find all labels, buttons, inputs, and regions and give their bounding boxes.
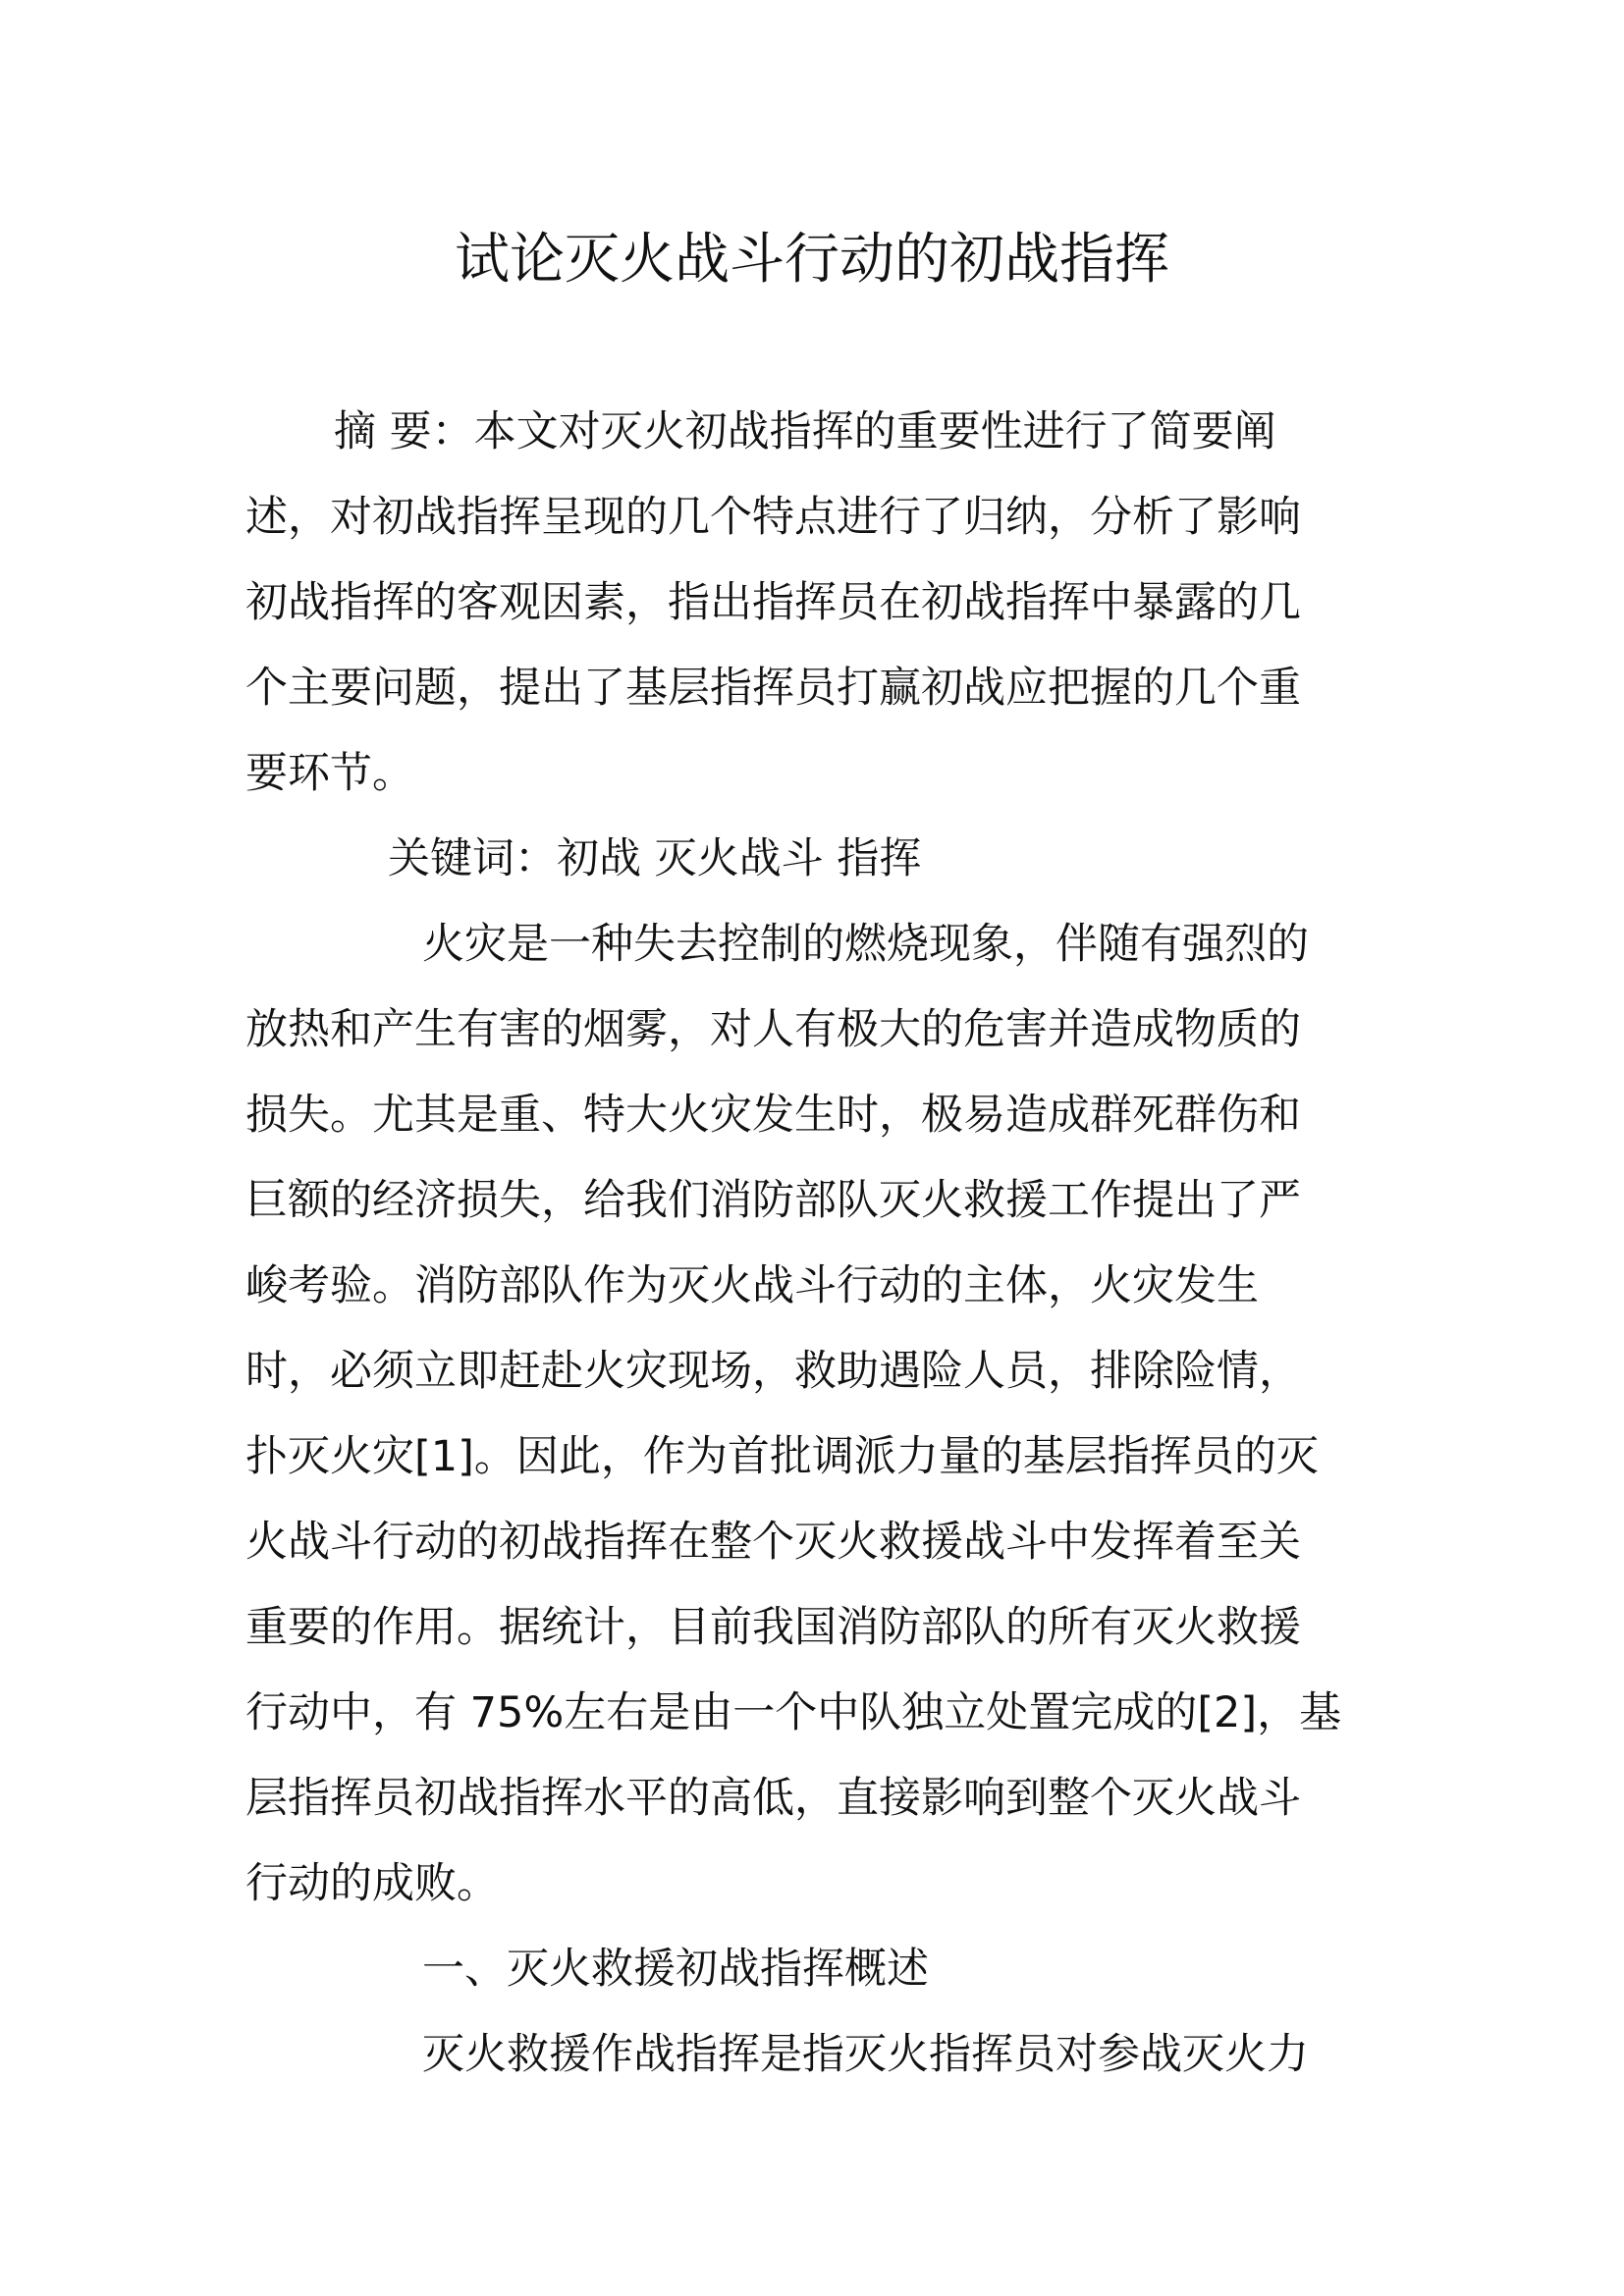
abstract-line: 摘 要：本文对灭火初战指挥的重要性进行了简要阐 (334, 407, 1276, 456)
body-line: 火战斗行动的初战指挥在整个灭火救援战斗中发挥着至关 (245, 1518, 1301, 1567)
abstract-line: 述，对初战指挥呈现的几个特点进行了归纳，分析了影响 (245, 493, 1301, 542)
section-first-line: 灭火救援作战指挥是指灭火指挥员对参战灭火力 (422, 2030, 1309, 2079)
body-line: 放热和产生有害的烟雾，对人有极大的危害并造成物质的 (245, 1005, 1301, 1054)
abstract-line: 初战指挥的客观因素，指出指挥员在初战指挥中暴露的几 (245, 578, 1301, 627)
body-line: 巨额的经济损失，给我们消防部队灭火救援工作提出了严 (245, 1176, 1301, 1225)
body-line: 时，必须立即赶赴火灾现场，救助遇险人员，排除险情， (245, 1347, 1301, 1396)
body-line: 层指挥员初战指挥水平的高低，直接影响到整个灭火战斗 (245, 1774, 1301, 1823)
keywords-line: 关键词：初战 灭火战斗 指挥 (388, 834, 922, 883)
abstract-line: 要环节。 (245, 749, 414, 798)
body-line: 火灾是一种失去控制的燃烧现象，伴随有强烈的 (422, 920, 1309, 969)
abstract-line: 个主要问题，提出了基层指挥员打赢初战应把握的几个重 (245, 664, 1301, 713)
section-heading: 一、灭火救援初战指挥概述 (422, 1945, 929, 1994)
body-line: 扑灭火灾[1]。因此，作为首批调派力量的基层指挥员的灭 (245, 1432, 1319, 1481)
body-line: 行动中，有 75%左右是由一个中队独立处置完成的[2]，基 (245, 1688, 1342, 1737)
body-line: 损失。尤其是重、特大火灾发生时，极易造成群死群伤和 (245, 1091, 1301, 1140)
document-title: 试论灭火战斗行动的初战指挥 (455, 228, 1169, 292)
body-line: 重要的作用。据统计，目前我国消防部队的所有灭火救援 (245, 1603, 1301, 1652)
body-line: 行动的成败。 (245, 1859, 499, 1908)
body-line: 峻考验。消防部队作为灭火战斗行动的主体，火灾发生 (245, 1261, 1259, 1310)
